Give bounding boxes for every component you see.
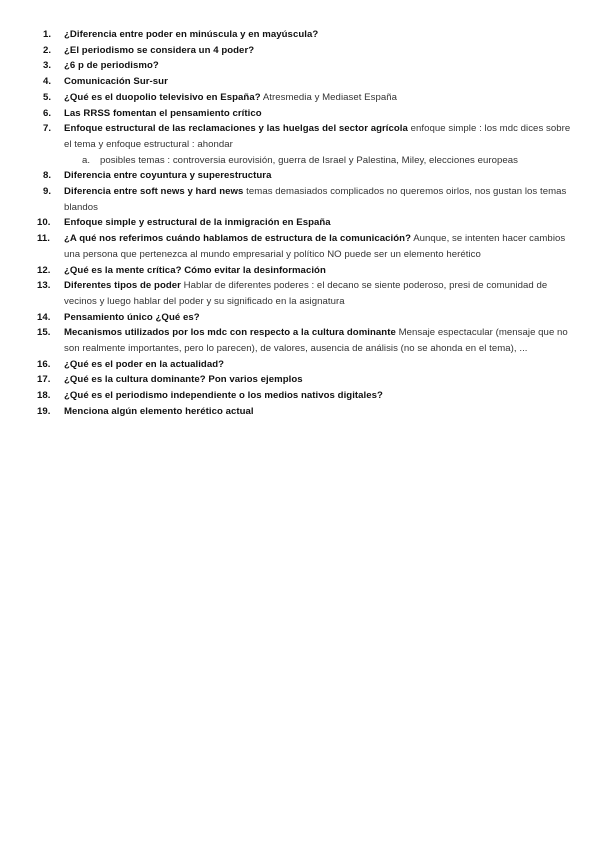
list-item [37,215,573,231]
list-item [37,357,573,373]
question-heading: Comunicación Sur-sur [64,76,168,88]
list-item [43,43,573,59]
list-item [43,106,573,122]
question-note: Atresmedia y Mediaset España [262,91,398,103]
list-item [43,90,573,106]
list-item [37,372,573,388]
item-number: 3. [43,60,52,72]
question-heading: ¿A qué nos referimos cuándo hablamos de estructura de la comunicación? [64,233,411,245]
item-number: 7. [43,123,52,135]
item-number: 11. [37,233,50,245]
list-item [43,58,573,74]
item-number: 18. [37,390,51,402]
list-item [43,121,573,168]
question-note: temas demasiados complicados no queremos oirlos, nos gustan los temas blandos [64,186,567,213]
question-heading: ¿El periodismo se considera un 4 poder? [64,44,255,56]
question-heading: Enfoque estructural de las reclamaciones y las huelgas del sector agrícola [64,123,408,135]
question-heading: ¿Qué es la mente crítica? Cómo evitar la desinformación [64,264,326,276]
list-item [37,263,573,279]
item-number: 5. [43,91,52,103]
item-number: 1. [43,29,52,40]
sub-list [64,153,573,169]
list-item [43,74,573,90]
question-heading: Diferencia entre coyuntura y superestructura [64,170,272,182]
question-heading: Menciona algún elemento herético actual [64,405,254,417]
list-item [43,168,573,184]
item-number: 16. [37,358,51,370]
question-heading: Las RRSS fomentan el pensamiento crítico [64,107,262,119]
question-heading: ¿Qué es la cultura dominante? Pon varios ejemplos [64,374,303,386]
question-heading: ¿Qué es el periodismo independiente o los medios nativos digitales? [64,390,383,402]
question-list [37,27,573,420]
list-item [37,231,573,262]
question-heading: ¿6 p de periodismo? [64,60,159,72]
list-item [43,184,573,215]
item-number: 8. [43,170,52,182]
question-heading: Diferentes tipos de poder [64,280,181,292]
question-heading: ¿Qué es el duopolio televisivo en España? [64,91,261,103]
item-number: 15. [37,327,51,339]
list-item [37,310,573,326]
list-item [37,404,573,420]
item-number: 14. [37,311,51,323]
item-number: 6. [43,107,52,119]
question-heading: ¿Qué es el poder en la actualidad? [64,358,225,370]
item-number: 9. [43,186,52,198]
question-note: enfoque simple : los mdc dices sobre el tema y enfoque estructural : ahondar [64,123,571,150]
question-note: Mensaje espectacular (mensaje que no son realmente importantes, pero lo parecen), de valores, ausencia de análisis (no se ahonda en el tema), ... [64,327,568,355]
question-heading: ¿Diferencia entre poder en minúscula y en mayúscula? [64,29,319,40]
question-heading: Mecanismos utilizados por los mdc con respecto a la cultura dominante [64,327,396,339]
question-heading: Pensamiento único ¿Qué es? [64,311,200,323]
sub-list-item [64,153,573,169]
question-heading: Diferencia entre soft news y hard news [64,186,244,198]
sub-item-text: posibles temas : controversia eurovisión, guerra de Israel y Palestina, Miley, elecciones europeas [100,154,518,166]
item-number: 19. [37,405,51,417]
question-heading: Enfoque simple y estructural de la inmigración en España [64,217,331,229]
question-note: Aunque, se intenten hacer cambios una persona que pertenezca al mundo empresarial y político NO puede ser un elemento herético [64,233,566,260]
item-number: 17. [37,374,51,386]
sub-item-letter: a. [82,154,91,166]
item-number: 13. [37,280,51,292]
question-note: Hablar de diferentes poderes : el decano se siente poderoso, presi de comunidad de vecinos y luego hablar del poder y su significado en la asignatura [64,280,548,307]
item-number: 2. [43,44,52,56]
item-number: 12. [37,264,51,276]
item-number: 10. [37,217,51,229]
list-item [37,325,573,356]
list-item [37,278,573,309]
list-item [37,388,573,404]
list-item [43,27,573,43]
item-number: 4. [43,76,52,88]
